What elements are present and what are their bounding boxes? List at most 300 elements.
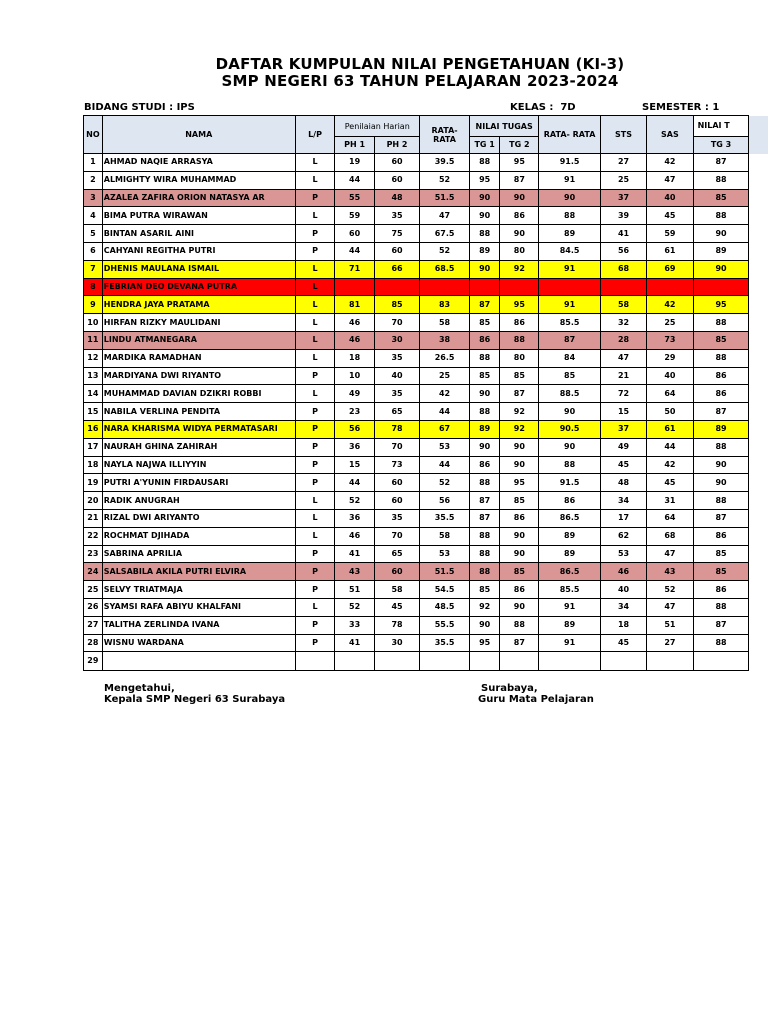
cell-nama: HENDRA JAYA PRATAMA — [102, 296, 295, 314]
cell-tg1: 88 — [469, 563, 499, 581]
cell-rata2: 91 — [539, 260, 600, 278]
cell-edge — [749, 367, 768, 385]
cell-lp: P — [295, 403, 335, 421]
cell-rata2: 90 — [539, 403, 600, 421]
table-row — [84, 563, 768, 581]
cell-rata2: 89 — [539, 225, 600, 243]
cell-tg1: 89 — [469, 242, 499, 260]
cell-rata: 38 — [420, 331, 470, 349]
cell-nama: ALMIGHTY WIRA MUHAMMAD — [102, 171, 295, 189]
cell-lp: P — [295, 581, 335, 599]
cell-tg1: 90 — [469, 189, 499, 207]
cell-ph1: 46 — [335, 314, 375, 332]
table-row — [84, 598, 768, 616]
cell-ph2: 40 — [374, 367, 419, 385]
cell-lp: P — [295, 225, 335, 243]
cell-rata2: 91.5 — [539, 474, 600, 492]
cell-tg3: 88 — [693, 438, 749, 456]
cell-sts: 27 — [600, 154, 646, 172]
cell-ph1: 23 — [335, 403, 375, 421]
cell-tg3: 88 — [693, 598, 749, 616]
cell-nama: NAURAH GHINA ZAHIRAH — [102, 438, 295, 456]
cell-ph1: 60 — [335, 225, 375, 243]
col-sts: STS — [600, 116, 646, 154]
cell-edge — [749, 349, 768, 367]
table-row — [84, 260, 768, 278]
cell-tg2: 85 — [500, 367, 539, 385]
cell-tg1: 87 — [469, 492, 499, 510]
cell-tg1: 86 — [469, 331, 499, 349]
cell-no: 6 — [84, 242, 103, 260]
cell-no: 2 — [84, 171, 103, 189]
cell-ph2: 65 — [374, 403, 419, 421]
cell-edge — [749, 385, 768, 403]
cell-tg2: 90 — [500, 598, 539, 616]
cell-tg1: 95 — [469, 171, 499, 189]
cell-edge — [749, 616, 768, 634]
table-row — [84, 474, 768, 492]
cell-sts: 34 — [600, 492, 646, 510]
cell-lp: L — [295, 154, 335, 172]
cell-no: 4 — [84, 207, 103, 225]
cell-tg2: 90 — [500, 545, 539, 563]
cell-no: 22 — [84, 527, 103, 545]
cell-no: 25 — [84, 581, 103, 599]
cell-lp: L — [295, 260, 335, 278]
cell-edge — [749, 403, 768, 421]
cell-sts: 62 — [600, 527, 646, 545]
cell-rata2: 85.5 — [539, 581, 600, 599]
cell-sas: 27 — [647, 634, 693, 652]
table-row — [84, 492, 768, 510]
cell-lp: P — [295, 545, 335, 563]
cell-lp: L — [295, 385, 335, 403]
cell-nama: SALSABILA AKILA PUTRI ELVIRA — [102, 563, 295, 581]
cell-nama: LINDU ATMANEGARA — [102, 331, 295, 349]
cell-tg2 — [500, 652, 539, 671]
cell-ph2: 70 — [374, 438, 419, 456]
cell-edge — [749, 545, 768, 563]
cell-sts: 49 — [600, 438, 646, 456]
cell-sas: 42 — [647, 296, 693, 314]
cell-tg2: 80 — [500, 242, 539, 260]
cell-ph1: 52 — [335, 492, 375, 510]
table-row — [84, 456, 768, 474]
cell-no: 15 — [84, 403, 103, 421]
cell-tg1: 85 — [469, 581, 499, 599]
cell-sas: 59 — [647, 225, 693, 243]
bidang-studi-label: BIDANG STUDI : IPS — [84, 102, 195, 113]
cell-lp: L — [295, 207, 335, 225]
cell-rata2: 85.5 — [539, 314, 600, 332]
cell-lp: P — [295, 456, 335, 474]
cell-no: 27 — [84, 616, 103, 634]
cell-no: 14 — [84, 385, 103, 403]
cell-no: 23 — [84, 545, 103, 563]
cell-nama: NABILA VERLINA PENDITA — [102, 403, 295, 421]
cell-ph2: 35 — [374, 385, 419, 403]
cell-sts: 17 — [600, 509, 646, 527]
cell-lp: P — [295, 474, 335, 492]
cell-sts: 40 — [600, 581, 646, 599]
cell-tg3: 87 — [693, 509, 749, 527]
cell-edge — [749, 438, 768, 456]
cell-ph2: 85 — [374, 296, 419, 314]
cell-ph2: 58 — [374, 581, 419, 599]
cell-sts: 72 — [600, 385, 646, 403]
cell-edge — [749, 527, 768, 545]
cell-rata: 67 — [420, 420, 470, 438]
cell-rata — [420, 652, 470, 671]
cell-tg2: 90 — [500, 438, 539, 456]
table-row — [84, 616, 768, 634]
cell-no: 8 — [84, 278, 103, 296]
col-tg3: TG 3 — [693, 137, 749, 154]
table-row — [84, 545, 768, 563]
cell-nama: BINTAN ASARIL AINI — [102, 225, 295, 243]
col-nilai-tugas: NILAI TUGAS — [469, 116, 538, 137]
table-row — [84, 207, 768, 225]
cell-nama: MUHAMMAD DAVIAN DZIKRI ROBBI — [102, 385, 295, 403]
cell-lp: L — [295, 349, 335, 367]
table-row — [84, 189, 768, 207]
cell-tg2: 90 — [500, 189, 539, 207]
col-lp: L/P — [295, 116, 335, 154]
cell-tg3: 86 — [693, 385, 749, 403]
cell-ph1: 33 — [335, 616, 375, 634]
cell-sas: 64 — [647, 509, 693, 527]
cell-rata: 44 — [420, 403, 470, 421]
cell-rata2 — [539, 278, 600, 296]
cell-sts: 58 — [600, 296, 646, 314]
cell-sas: 43 — [647, 563, 693, 581]
cell-rata: 44 — [420, 456, 470, 474]
cell-no: 19 — [84, 474, 103, 492]
cell-tg3: 88 — [693, 634, 749, 652]
cell-rata2: 90 — [539, 438, 600, 456]
cell-sts: 45 — [600, 456, 646, 474]
cell-rata2: 91 — [539, 296, 600, 314]
cell-tg1: 90 — [469, 438, 499, 456]
grades-table — [83, 115, 768, 671]
cell-ph1: 36 — [335, 509, 375, 527]
cell-ph2 — [374, 278, 419, 296]
col-ph1: PH 1 — [335, 137, 375, 154]
cell-rata2: 86 — [539, 492, 600, 510]
cell-tg3: 87 — [693, 616, 749, 634]
cell-rata: 35.5 — [420, 509, 470, 527]
cell-sas: 31 — [647, 492, 693, 510]
cell-tg3: 88 — [693, 207, 749, 225]
cell-ph1: 59 — [335, 207, 375, 225]
cell-no: 21 — [84, 509, 103, 527]
header-edge-cell — [749, 116, 768, 154]
cell-rata2: 91 — [539, 634, 600, 652]
cell-rata: 56 — [420, 492, 470, 510]
cell-tg1: 88 — [469, 403, 499, 421]
kelas-label: KELAS : 7D — [510, 102, 576, 113]
semester-label: SEMESTER : 1 — [642, 102, 720, 113]
cell-ph2: 66 — [374, 260, 419, 278]
signature-left-line1: Mengetahui, — [104, 683, 175, 694]
cell-ph1: 81 — [335, 296, 375, 314]
cell-tg2: 90 — [500, 225, 539, 243]
table-row — [84, 314, 768, 332]
cell-ph1: 44 — [335, 242, 375, 260]
cell-tg2: 95 — [500, 154, 539, 172]
cell-tg2: 80 — [500, 349, 539, 367]
cell-ph2: 60 — [374, 474, 419, 492]
cell-no: 29 — [84, 652, 103, 671]
cell-sts: 37 — [600, 189, 646, 207]
cell-tg1 — [469, 652, 499, 671]
cell-no: 16 — [84, 420, 103, 438]
cell-ph1: 10 — [335, 367, 375, 385]
cell-ph2: 75 — [374, 225, 419, 243]
table-row — [84, 154, 768, 172]
cell-tg3: 90 — [693, 456, 749, 474]
cell-rata: 52 — [420, 474, 470, 492]
cell-no: 17 — [84, 438, 103, 456]
cell-sts: 41 — [600, 225, 646, 243]
cell-sas: 52 — [647, 581, 693, 599]
cell-tg1 — [469, 278, 499, 296]
cell-ph2: 70 — [374, 527, 419, 545]
cell-ph1: 51 — [335, 581, 375, 599]
cell-rata — [420, 278, 470, 296]
cell-sas: 42 — [647, 154, 693, 172]
cell-tg2: 87 — [500, 385, 539, 403]
table-row — [84, 634, 768, 652]
cell-tg2: 95 — [500, 474, 539, 492]
cell-lp: P — [295, 420, 335, 438]
table-row — [84, 652, 768, 671]
cell-tg2: 87 — [500, 634, 539, 652]
cell-sts: 34 — [600, 598, 646, 616]
cell-edge — [749, 260, 768, 278]
cell-tg2: 92 — [500, 260, 539, 278]
cell-tg3 — [693, 278, 749, 296]
cell-ph2: 35 — [374, 207, 419, 225]
cell-lp: P — [295, 616, 335, 634]
cell-tg1: 88 — [469, 527, 499, 545]
cell-tg2: 85 — [500, 492, 539, 510]
cell-nama: SELVY TRIATMAJA — [102, 581, 295, 599]
cell-sts: 39 — [600, 207, 646, 225]
cell-ph1: 44 — [335, 474, 375, 492]
cell-sas: 45 — [647, 207, 693, 225]
cell-edge — [749, 420, 768, 438]
cell-no: 10 — [84, 314, 103, 332]
cell-rata: 58 — [420, 314, 470, 332]
cell-tg3: 88 — [693, 314, 749, 332]
cell-lp: L — [295, 509, 335, 527]
cell-ph2: 60 — [374, 242, 419, 260]
cell-sts: 37 — [600, 420, 646, 438]
table-body — [84, 154, 768, 671]
cell-ph1: 55 — [335, 189, 375, 207]
cell-rata2: 90.5 — [539, 420, 600, 438]
cell-nama: MARDIYANA DWI RIYANTO — [102, 367, 295, 385]
cell-ph1: 43 — [335, 563, 375, 581]
cell-edge — [749, 154, 768, 172]
cell-sas: 47 — [647, 598, 693, 616]
cell-rata: 51.5 — [420, 563, 470, 581]
cell-lp: L — [295, 527, 335, 545]
cell-edge — [749, 242, 768, 260]
signature-right-line1: Surabaya, — [481, 683, 538, 694]
col-rata-rata-2: RATA- RATA — [539, 116, 600, 154]
cell-tg3: 88 — [693, 171, 749, 189]
table-row — [84, 331, 768, 349]
cell-tg3 — [693, 652, 749, 671]
cell-rata: 52 — [420, 171, 470, 189]
col-penilaian-harian: Penilaian Harian — [335, 116, 420, 137]
cell-edge — [749, 509, 768, 527]
table-row — [84, 349, 768, 367]
cell-ph1: 49 — [335, 385, 375, 403]
cell-nama: RADIK ANUGRAH — [102, 492, 295, 510]
cell-tg2: 85 — [500, 563, 539, 581]
cell-tg1: 89 — [469, 420, 499, 438]
cell-tg1: 95 — [469, 634, 499, 652]
cell-rata2 — [539, 652, 600, 671]
table-row — [84, 296, 768, 314]
cell-tg3: 85 — [693, 189, 749, 207]
cell-ph1: 18 — [335, 349, 375, 367]
cell-edge — [749, 296, 768, 314]
cell-nama: HIRFAN RIZKY MAULIDANI — [102, 314, 295, 332]
cell-ph1: 41 — [335, 634, 375, 652]
cell-tg1: 90 — [469, 616, 499, 634]
cell-tg2: 86 — [500, 314, 539, 332]
cell-sts: 25 — [600, 171, 646, 189]
cell-nama: NARA KHARISMA WIDYA PERMATASARI — [102, 420, 295, 438]
cell-tg3: 85 — [693, 331, 749, 349]
cell-ph2: 48 — [374, 189, 419, 207]
table-row — [84, 385, 768, 403]
cell-no: 3 — [84, 189, 103, 207]
cell-edge — [749, 331, 768, 349]
cell-no: 7 — [84, 260, 103, 278]
cell-tg2: 92 — [500, 403, 539, 421]
cell-ph1: 56 — [335, 420, 375, 438]
cell-nama: NAYLA NAJWA ILLIYYIN — [102, 456, 295, 474]
cell-ph1: 41 — [335, 545, 375, 563]
signature-right-line2: Guru Mata Pelajaran — [478, 694, 594, 705]
table-row — [84, 367, 768, 385]
table-row — [84, 171, 768, 189]
cell-nama: BIMA PUTRA WIRAWAN — [102, 207, 295, 225]
cell-sas: 47 — [647, 171, 693, 189]
cell-ph1: 46 — [335, 331, 375, 349]
cell-rata2: 88 — [539, 207, 600, 225]
cell-tg2: 86 — [500, 207, 539, 225]
cell-ph2 — [374, 652, 419, 671]
cell-tg1: 90 — [469, 260, 499, 278]
cell-no: 1 — [84, 154, 103, 172]
cell-rata2: 89 — [539, 545, 600, 563]
cell-tg2: 86 — [500, 581, 539, 599]
cell-nama: DHENIS MAULANA ISMAIL — [102, 260, 295, 278]
cell-sas — [647, 278, 693, 296]
cell-rata2: 88.5 — [539, 385, 600, 403]
cell-rata: 55.5 — [420, 616, 470, 634]
cell-rata: 25 — [420, 367, 470, 385]
table-row — [84, 278, 768, 296]
cell-ph1: 71 — [335, 260, 375, 278]
cell-sas: 50 — [647, 403, 693, 421]
cell-ph1: 46 — [335, 527, 375, 545]
cell-nama: SYAMSI RAFA ABIYU KHALFANI — [102, 598, 295, 616]
cell-tg3: 90 — [693, 260, 749, 278]
cell-sts — [600, 652, 646, 671]
cell-rata2: 84.5 — [539, 242, 600, 260]
cell-ph1: 36 — [335, 438, 375, 456]
cell-sts: 21 — [600, 367, 646, 385]
cell-tg2 — [500, 278, 539, 296]
cell-tg1: 88 — [469, 225, 499, 243]
cell-edge — [749, 314, 768, 332]
cell-sas: 45 — [647, 474, 693, 492]
cell-edge — [749, 474, 768, 492]
cell-lp: L — [295, 171, 335, 189]
cell-sas: 40 — [647, 189, 693, 207]
cell-ph2: 60 — [374, 563, 419, 581]
col-nama: NAMA — [102, 116, 295, 154]
cell-tg3: 90 — [693, 225, 749, 243]
signature-left-line2: Kepala SMP Negeri 63 Surabaya — [104, 694, 286, 705]
cell-tg1: 86 — [469, 456, 499, 474]
cell-sts: 48 — [600, 474, 646, 492]
cell-tg3: 88 — [693, 349, 749, 367]
cell-rata: 48.5 — [420, 598, 470, 616]
cell-sas: 61 — [647, 242, 693, 260]
cell-ph2: 30 — [374, 634, 419, 652]
cell-sts: 68 — [600, 260, 646, 278]
cell-sts: 18 — [600, 616, 646, 634]
table-row — [84, 420, 768, 438]
cell-tg1: 88 — [469, 349, 499, 367]
cell-no: 26 — [84, 598, 103, 616]
cell-tg2: 95 — [500, 296, 539, 314]
cell-rata: 42 — [420, 385, 470, 403]
table-row — [84, 225, 768, 243]
cell-sas: 73 — [647, 331, 693, 349]
cell-lp: L — [295, 598, 335, 616]
cell-sts: 56 — [600, 242, 646, 260]
cell-rata2: 87 — [539, 331, 600, 349]
table-row — [84, 527, 768, 545]
cell-tg2: 90 — [500, 527, 539, 545]
cell-rata: 53 — [420, 545, 470, 563]
cell-tg1: 88 — [469, 154, 499, 172]
cell-edge — [749, 456, 768, 474]
cell-tg1: 87 — [469, 296, 499, 314]
cell-tg3: 87 — [693, 154, 749, 172]
cell-no: 12 — [84, 349, 103, 367]
cell-rata2: 90 — [539, 189, 600, 207]
cell-rata: 68.5 — [420, 260, 470, 278]
cell-nama: WISNU WARDANA — [102, 634, 295, 652]
cell-ph2: 78 — [374, 616, 419, 634]
cell-rata2: 91 — [539, 598, 600, 616]
cell-no: 20 — [84, 492, 103, 510]
cell-lp — [295, 652, 335, 671]
cell-rata2: 84 — [539, 349, 600, 367]
cell-ph2: 78 — [374, 420, 419, 438]
cell-edge — [749, 207, 768, 225]
